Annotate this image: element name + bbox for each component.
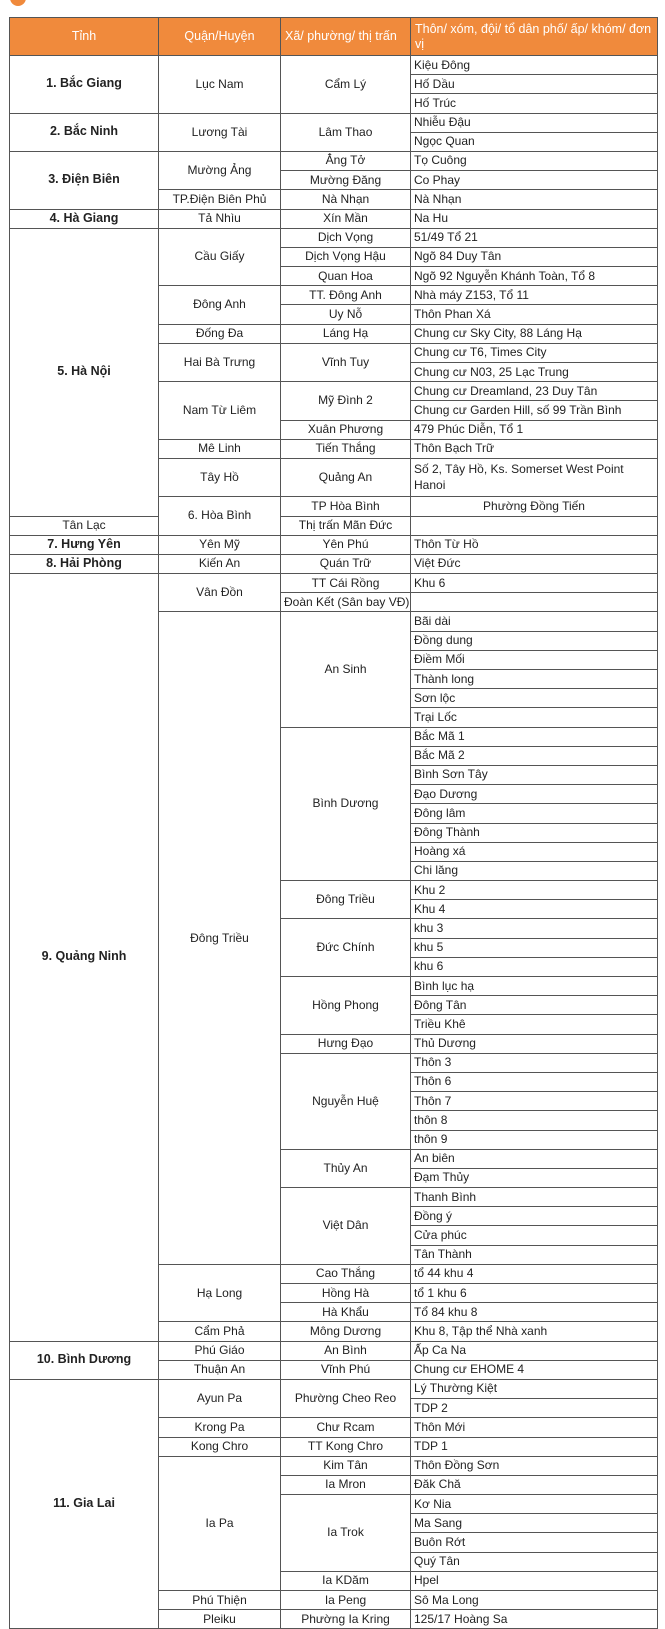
province-cell: 5. Hà Nội	[10, 228, 159, 516]
district-cell: Lương Tài	[159, 113, 281, 151]
district-cell: Mường Ảng	[159, 151, 281, 189]
ward-cell: Thủy An	[281, 1149, 411, 1187]
ward-cell: TT Cái Rồng	[281, 574, 411, 593]
district-cell: Mê Linh	[159, 439, 281, 458]
unit-cell: Chung cư N03, 25 Lạc Trung	[411, 363, 658, 382]
ward-cell: Ia Mron	[281, 1475, 411, 1494]
district-cell: Kong Chro	[159, 1437, 281, 1456]
unit-cell: Số 2, Tây Hồ, Ks. Somerset West Point Hanoi	[411, 458, 658, 496]
unit-cell: Sơn lộc	[411, 689, 658, 708]
unit-cell: Khu 2	[411, 881, 658, 900]
unit-cell: TDP 2	[411, 1399, 658, 1418]
table-row	[10, 209, 658, 228]
unit-cell: Chung cư EHOME 4	[411, 1360, 658, 1379]
unit-cell: Chi lăng	[411, 861, 658, 880]
ward-cell: TT Kong Chro	[281, 1437, 411, 1456]
unit-cell: Đồng dung	[411, 631, 658, 650]
unit-cell: Tổ 84 khu 8	[411, 1303, 658, 1322]
ward-cell: Phường Cheo Reo	[281, 1379, 411, 1417]
ward-cell: Thị trấn Mãn Đức	[281, 516, 411, 535]
unit-cell: thôn 9	[411, 1130, 658, 1149]
ward-cell: Quan Hoa	[281, 267, 411, 286]
unit-cell	[411, 593, 658, 612]
unit-cell: Na Hu	[411, 209, 658, 228]
undefined: 6. Hòa Bình	[159, 497, 281, 535]
unit-cell: Tọ Cuông	[411, 151, 658, 170]
unit-cell: Bình lục hạ	[411, 977, 658, 996]
unit-cell: Hoàng xá	[411, 842, 658, 861]
district-cell: Kiến An	[159, 554, 281, 573]
ward-cell: Dịch Vọng	[281, 228, 411, 247]
unit-cell: Hpel	[411, 1571, 658, 1590]
district-cell: Yên Mỹ	[159, 535, 281, 554]
district-cell: Cầu Giấy	[159, 228, 281, 286]
unit-cell: Thôn Mới	[411, 1418, 658, 1437]
unit-cell: Ma Sang	[411, 1514, 658, 1533]
unit-cell: Thủ Dương	[411, 1034, 658, 1053]
ward-cell: Hồng Phong	[281, 977, 411, 1035]
unit-cell: Thôn 3	[411, 1053, 658, 1072]
unit-cell: tổ 44 khu 4	[411, 1264, 658, 1283]
ward-cell: TT. Đông Anh	[281, 286, 411, 305]
ward-cell: Đoàn Kết (Sân bay VĐ)	[281, 593, 411, 612]
orange-logo-mark	[10, 0, 26, 6]
table-row	[10, 554, 658, 573]
unit-cell: Bình Sơn Tây	[411, 765, 658, 784]
unit-cell: Bắc Mã 1	[411, 727, 658, 746]
unit-cell: Thành long	[411, 670, 658, 689]
unit-cell: Chung cư Garden Hill, số 99 Trần Bình	[411, 401, 658, 420]
unit-cell: Nhiễu Đậu	[411, 113, 658, 132]
ward-cell: Hưng Đạo	[281, 1034, 411, 1053]
table-body	[10, 56, 658, 1629]
unit-cell: tổ 1 khu 6	[411, 1284, 658, 1303]
unit-cell: Thanh Bình	[411, 1188, 658, 1207]
unit-cell	[411, 516, 658, 535]
province-cell: 9. Quảng Ninh	[10, 574, 159, 1342]
province-cell: 7. Hưng Yên	[10, 535, 159, 554]
unit-cell: thôn 8	[411, 1111, 658, 1130]
unit-cell: Tân Thành	[411, 1245, 658, 1264]
district-cell: Pleiku	[159, 1610, 281, 1629]
unit-cell: 125/17 Hoàng Sa	[411, 1610, 658, 1629]
ward-cell: Phường Ia Kring	[281, 1610, 411, 1629]
unit-cell: Thôn Từ Hồ	[411, 535, 658, 554]
ward-cell: Dịch Vọng Hậu	[281, 247, 411, 266]
table-row	[10, 113, 658, 132]
province-cell: 8. Hải Phòng	[10, 554, 159, 573]
ward-cell: An Sinh	[281, 612, 411, 727]
district-cell: Cẩm Phả	[159, 1322, 281, 1341]
district-cell: Hạ Long	[159, 1264, 281, 1322]
ward-cell: Việt Dân	[281, 1188, 411, 1265]
unit-cell: Chung cư T6, Times City	[411, 343, 658, 362]
table-row	[10, 1341, 658, 1360]
ward-cell: Ẳng Tở	[281, 151, 411, 170]
district-cell: Lục Nam	[159, 56, 281, 114]
ward-cell: Xín Mần	[281, 209, 411, 228]
unit-cell: Trại Lốc	[411, 708, 658, 727]
unit-cell: An biên	[411, 1149, 658, 1168]
unit-cell: khu 5	[411, 938, 658, 957]
ward-cell: Chư Rcam	[281, 1418, 411, 1437]
unit-cell: Co Phay	[411, 171, 658, 190]
unit-cell: Đông Tân	[411, 996, 658, 1015]
province-cell: 1. Bắc Giang	[10, 56, 159, 114]
unit-cell: Ngọc Quan	[411, 132, 658, 151]
ward-cell: Mường Đăng	[281, 171, 411, 190]
district-cell: Ia Pa	[159, 1456, 281, 1590]
ward-cell: Hà Khẩu	[281, 1303, 411, 1322]
unit-cell: Thôn 6	[411, 1072, 658, 1091]
district-cell: Đống Đa	[159, 324, 281, 343]
table-row	[10, 1379, 658, 1398]
unit-cell: Hố Trúc	[411, 94, 658, 113]
unit-cell: Khu 6	[411, 574, 658, 593]
unit-cell: Triều Khê	[411, 1015, 658, 1034]
unit-cell: Việt Đức	[411, 554, 658, 573]
ward-cell: Nguyễn Huệ	[281, 1053, 411, 1149]
ward-cell: Quán Trữ	[281, 554, 411, 573]
unit-cell: Bãi dài	[411, 612, 658, 631]
district-cell: Phú Thiện	[159, 1591, 281, 1610]
ward-cell: Ia Peng	[281, 1591, 411, 1610]
table-row	[10, 516, 658, 535]
province-cell: 11. Gia Lai	[10, 1379, 159, 1628]
province-cell: 10. Bình Dương	[10, 1341, 159, 1379]
ward-cell: Vĩnh Phú	[281, 1360, 411, 1379]
unit-cell: Ngõ 92 Nguyễn Khánh Toàn, Tổ 8	[411, 267, 658, 286]
top-decoration	[0, 0, 665, 18]
ward-cell: Nà Nhạn	[281, 190, 411, 209]
unit-cell: Đông Thành	[411, 823, 658, 842]
unit-cell: Đạm Thủy	[411, 1168, 658, 1187]
district-cell: Đông Anh	[159, 286, 281, 324]
unit-cell: Đông lâm	[411, 804, 658, 823]
ward-cell: Phường Đồng Tiến	[411, 497, 658, 516]
ward-cell: Đông Triều	[281, 881, 411, 919]
ward-cell: An Bình	[281, 1341, 411, 1360]
table-row	[10, 574, 658, 593]
unit-cell: Thôn Đồng Sơn	[411, 1456, 658, 1475]
district-cell: Tây Hồ	[159, 458, 281, 496]
district-cell: Vân Đồn	[159, 574, 281, 612]
ward-cell: Lâm Thao	[281, 113, 411, 151]
unit-cell: Khu 4	[411, 900, 658, 919]
unit-cell: Thôn Phan Xá	[411, 305, 658, 324]
table-row	[10, 56, 658, 75]
district-cell: Nam Từ Liêm	[159, 382, 281, 440]
header-province: Tỉnh	[10, 18, 159, 56]
ward-cell: Đức Chính	[281, 919, 411, 977]
ward-cell: Mông Dương	[281, 1322, 411, 1341]
unit-cell: khu 6	[411, 957, 658, 976]
district-cell: Phú Giáo	[159, 1341, 281, 1360]
unit-cell: Sô Ma Long	[411, 1591, 658, 1610]
district-cell: Thuận An	[159, 1360, 281, 1379]
unit-cell: Chung cư Dreamland, 23 Duy Tân	[411, 382, 658, 401]
header-ward: Xã/ phường/ thị trấn	[281, 18, 411, 56]
unit-cell: Nhà máy Z153, Tổ 11	[411, 286, 658, 305]
unit-cell: Đăk Chă	[411, 1475, 658, 1494]
unit-cell: Thôn Bạch Trữ	[411, 439, 658, 458]
ward-cell: Vĩnh Tuy	[281, 343, 411, 381]
unit-cell: Cửa phúc	[411, 1226, 658, 1245]
unit-cell: TDP 1	[411, 1437, 658, 1456]
ward-cell: Bình Dương	[281, 727, 411, 881]
unit-cell: Ấp Ca Na	[411, 1341, 658, 1360]
table-row	[10, 151, 658, 170]
district-cell: Ayun Pa	[159, 1379, 281, 1417]
unit-cell: Chung cư Sky City, 88 Láng Hạ	[411, 324, 658, 343]
district-cell: Krong Pa	[159, 1418, 281, 1437]
ward-cell: Quảng An	[281, 458, 411, 496]
unit-cell: Bắc Mã 2	[411, 746, 658, 765]
unit-cell: Lý Thường Kiệt	[411, 1379, 658, 1398]
ward-cell: Tiến Thắng	[281, 439, 411, 458]
unit-cell: Đạo Dương	[411, 785, 658, 804]
ward-cell: Kim Tân	[281, 1456, 411, 1475]
table-row	[10, 535, 658, 554]
unit-cell: Kơ Nia	[411, 1495, 658, 1514]
district-cell: Tân Lạc	[10, 516, 159, 535]
ward-cell: Yên Phú	[281, 535, 411, 554]
ward-cell: Ia KDăm	[281, 1571, 411, 1590]
unit-cell: 51/49 Tổ 21	[411, 228, 658, 247]
unit-cell: Buôn Rớt	[411, 1533, 658, 1552]
ward-cell: Xuân Phương	[281, 420, 411, 439]
header-district: Quận/Huyện	[159, 18, 281, 56]
unit-cell: Nà Nhạn	[411, 190, 658, 209]
unit-cell: Quý Tân	[411, 1552, 658, 1571]
unit-cell: Kiệu Đông	[411, 56, 658, 75]
district-cell: Hai Bà Trưng	[159, 343, 281, 381]
header-row	[10, 18, 658, 56]
table-row	[10, 228, 658, 247]
ward-cell: Ia Trok	[281, 1495, 411, 1572]
district-cell: TP Hòa Bình	[281, 497, 411, 516]
district-cell: Đông Triều	[159, 612, 281, 1264]
ward-cell: Cao Thắng	[281, 1264, 411, 1283]
unit-cell: Khu 8, Tập thể Nhà xanh	[411, 1322, 658, 1341]
unit-cell: khu 3	[411, 919, 658, 938]
ward-cell: Cẩm Lý	[281, 56, 411, 114]
ward-cell: Láng Hạ	[281, 324, 411, 343]
address-table	[9, 17, 658, 1629]
unit-cell: Hố Dầu	[411, 75, 658, 94]
province-cell: 4. Hà Giang	[10, 209, 159, 228]
ward-cell: Hồng Hà	[281, 1284, 411, 1303]
unit-cell: Điềm Mối	[411, 650, 658, 669]
province-cell: 3. Điện Biên	[10, 151, 159, 209]
ward-cell: Mỹ Đình 2	[281, 382, 411, 420]
district-cell: Tả Nhìu	[159, 209, 281, 228]
unit-cell: Thôn 7	[411, 1092, 658, 1111]
header-unit: Thôn/ xóm, đội/ tổ dân phố/ ấp/ khóm/ đơn vị	[411, 18, 658, 56]
unit-cell: Đồng ý	[411, 1207, 658, 1226]
district-cell: TP.Điện Biên Phủ	[159, 190, 281, 209]
unit-cell: 479 Phúc Diễn, Tổ 1	[411, 420, 658, 439]
unit-cell: Ngõ 84 Duy Tân	[411, 247, 658, 266]
ward-cell: Uy Nỗ	[281, 305, 411, 324]
province-cell: 2. Bắc Ninh	[10, 113, 159, 151]
